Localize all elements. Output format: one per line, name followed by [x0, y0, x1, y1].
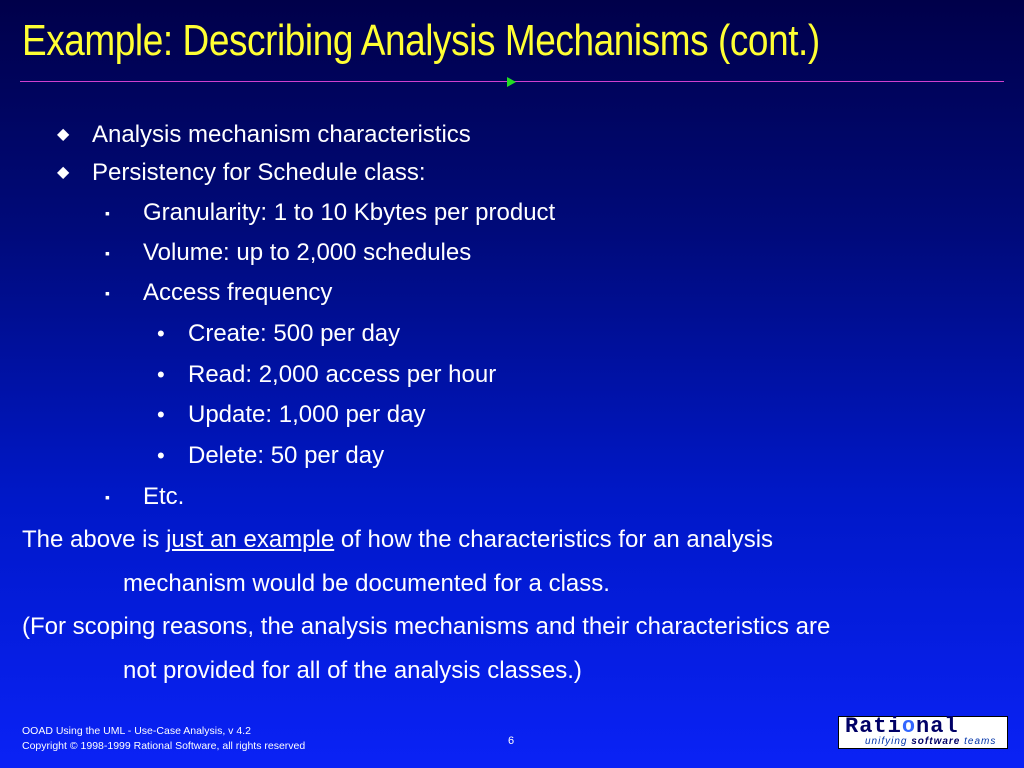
scoping-note: (For scoping reasons, the analysis mechanisms and their characteristics are not provided for all of the analysis classes.)	[22, 613, 831, 684]
access-item: • Delete: 50 per day	[157, 442, 385, 469]
footer-course: OOAD Using the UML - Use-Case Analysis, v 4.2	[22, 725, 251, 737]
sub-bullet-item: ▪ Volume: up to 2,000 schedules	[105, 239, 472, 266]
logo-wordmark: Rational	[845, 714, 959, 739]
diamond-bullet-icon: ◆	[57, 126, 70, 143]
sub-bullet-item: ▪ Granularity: 1 to 10 Kbytes per product	[105, 199, 556, 226]
slide-title: Example: Describing Analysis Mechanisms (cont.)	[22, 16, 820, 65]
example-note: The above is just an example of how the characteristics for an analysis mechanism would be documented for a class.	[22, 526, 774, 597]
dot-bullet-icon: •	[157, 402, 165, 427]
sub-bullet-item: ▪ Access frequency	[105, 279, 333, 306]
footer-copyright: Copyright © 1998-1999 Rational Software, all rights reserved	[22, 740, 306, 752]
play-arrow-icon	[507, 77, 516, 87]
just-an-example-link[interactable]: just an example	[166, 526, 335, 553]
square-bullet-icon: ▪	[105, 205, 110, 221]
square-bullet-icon: ▪	[105, 245, 110, 261]
square-bullet-icon: ▪	[105, 489, 110, 505]
dot-bullet-icon: •	[157, 443, 165, 468]
dot-bullet-icon: •	[157, 362, 165, 387]
page-number: 6	[508, 735, 515, 747]
diamond-bullet-icon: ◆	[57, 164, 70, 181]
footer	[22, 724, 305, 754]
sub-bullet-item: ▪ Etc.	[105, 483, 185, 510]
bullet-item: ◆ Analysis mechanism characteristics	[57, 121, 471, 148]
dot-bullet-icon: •	[157, 321, 165, 346]
square-bullet-icon: ▪	[105, 285, 110, 301]
access-item: • Update: 1,000 per day	[157, 401, 426, 428]
access-item: • Read: 2,000 access per hour	[157, 361, 497, 388]
logo-tagline: unifying software teams	[865, 736, 997, 747]
bullet-item: ◆ Persistency for Schedule class:	[57, 159, 426, 186]
access-item: • Create: 500 per day	[157, 320, 401, 347]
rational-logo	[838, 716, 1008, 749]
